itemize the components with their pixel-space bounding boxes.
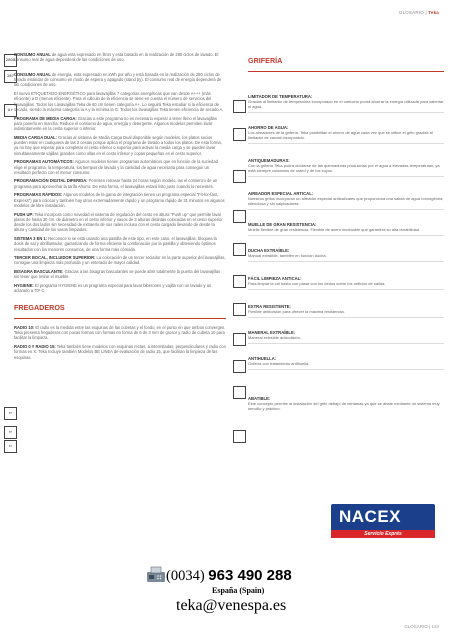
temperature-limiter-icon (233, 100, 246, 113)
anti-fingerprint-icon (233, 386, 246, 399)
radius-15-icon: rr (4, 440, 17, 453)
griferia-item: LIMITADOR DE TEMPERATURA: Gracias al limitador de temperatura incorporado en el cartucho podrá ahorrar la energía utilizada para calentar el agua. (248, 94, 444, 113)
paragraph: CONSUMO ANUAL de agua esta expresado en litros y esta basado en la realización de 280 ciclos de lavado. El consumo real de agua dependerá de las condiciones de uso. (14, 52, 219, 63)
feature-paragraph: PROGRAMA DE MEDIA CARGA: Gracias a este programa no es necesario esperar a tener lleno el lavavajillas para ponerlo en marcha. Reduce el consumo de agua, energía y detergente. Algunos modelos permiten lavar indistintamente en la cesta superior o inferior. (14, 115, 217, 132)
feature-paragraph: TERCER BOCAL, INCLUIDOR SUPERIOR: La colocación de un tercer rociador en la parte superior del lavavajillas, consigue una limpieza más profunda y un enterado de mayor calidad. (14, 255, 226, 266)
paragraph: CONSUMO ANUAL de energía, esta expresado en kWh por año y está basada en la realización de 280 ciclos de lavado estándar de consumo en modo de espera y apagado (stand by). El consumo real de energía dependerá de las condiciones de uso. (14, 71, 222, 88)
griferia-item: MUELLE DE GRAN RESISTENCIA: Muelle flexible de gran resistencia. Flexible de acero inoxidable que garantiza su alta durabilidad. (248, 222, 444, 236)
header-topic: Tekа (428, 10, 439, 15)
water-saving-icon (233, 128, 246, 141)
griferia-item: MANERAL EXTRAÍBLE: Maneral extraíble anticolisión. (248, 330, 444, 344)
fax-icon (146, 566, 166, 584)
aerator-icon (233, 210, 246, 223)
griferia-item: FÁCIL LIMPIEZA ANTICAL: Para limpiar la cal basta con pasar con los dedos sobre los orificios de salida. (248, 276, 444, 290)
energy-label-icon: A+ (4, 104, 17, 117)
section-divider (248, 71, 444, 72)
feature-paragraph: PROGRAMACIÓN DIGITAL DIFERIDA: Permiten retrasar hasta 24 horas según modelo, las el comienzo de un programa para aprovechar la tarifa Ahorro. De esta forma, el lavavajillas estará listo justo cuando lo necesites. (14, 178, 218, 189)
griferia-title: GRIFERÍA (248, 56, 283, 65)
feature-paragraph: PROGRAMAS AUTOMÁTICOS: Algunos modelos tienen programas automáticos que en función de la suciedad elige el programa, la temperatura, los tiempos de lavado y la cantidad de agua necesaria para conseguir un resultado perfecto con el menor consumo. (14, 159, 218, 175)
griferia-item: DUCHA EXTRAÍBLE: Manual extraíble, también en función ducha. (248, 248, 444, 262)
running-header (399, 10, 439, 15)
feature-paragraph: HYGIENE: El programa HYGIENE es un programa especial para lavar biberones y vajilla con un lavado y un aclarado a 70º C. (14, 282, 212, 294)
contact-country: España (Spain) (212, 586, 265, 595)
nacex-logo: NACEX Servicio Exprés (331, 504, 435, 538)
radius-0-icon: rr (4, 426, 17, 439)
contact-phone (166, 567, 292, 585)
foldable-icon (233, 430, 246, 443)
griferia-item: ABATIBLE: Este concepto permite la instalación del grifo debajo de ventanas ya que se abate mediante un sistema muy sencillo y práctico. (248, 396, 440, 411)
feature-paragraph: BISAGRA BASCULANTE: Gracias a las bisagras basculantes se puede abrir totalmente la puerta del lavavajillas sin tener que retirar el mueble. (14, 269, 221, 280)
page-footer: GLOSARIO | 133 (404, 624, 439, 629)
fregadero-paragraph: RADIO 10: El radio es la medida entre las esquinas de las cubetas y el fondo, en el punto en que ambos convergen. Teka presenta fregaderos con pocas formas con formas en forma de 6 de 3 mm de grosor y radio de cubeta 10 para facilitar la limpieza. (14, 324, 226, 341)
water-consumption-icon: 2800 (4, 54, 17, 67)
header-separator: | (425, 10, 427, 15)
griferia-item: EXTRA RESISTENTE: Flexible antitorsión para ofrecer la máxima resistencia. (248, 304, 444, 318)
anti-scald-icon (233, 170, 246, 183)
left-column (14, 52, 226, 363)
right-column (248, 56, 444, 417)
extra-resistant-icon (233, 333, 246, 346)
feature-paragraph: MEDIA CARGA DUAL: Gracias al sistema de Media Carga Dual disponible según modelos, los platos sucios pueden estar en cualquiera de las 2 cestas porque aplica el programa de lavado a todos los platos. De esta forma, ya no hay que esperar para completar el cesto inferior o superior para activar la media carga y se pueden lavar simultáneamente vajillas grandes como ollas en el cesto inferior y copas pequeñas en el cesto superior. (14, 134, 222, 156)
nacex-tagline: Servicio Exprés (331, 530, 435, 538)
fregadero-paragraph: RADIO 0 Y RADIO 15: Teka también tiene modelos con esquinas rectas, a intermitadas, perpendiculares y radio con formas en X. Teka Incluye también Modelos BE LINEA de evaluación de radio 15, que facilitan la limpieza de las esquinas. (14, 344, 226, 360)
phone-prefix: (0034) (166, 568, 205, 584)
removable-handle-icon (233, 360, 246, 373)
section-divider (14, 318, 226, 319)
feature-paragraph: PUSH UP: Teka incorpora como novedad el sistema de regulación del cesto en altura "Push up" que permite lavar platos de hasta 30 cm. de diámetro en el cesto inferior y vasos de 3 alturas distintas colocadas en el cesto superior desde los dos lados sin necesidad de extraerlo de sus railes incluso con el cesto cargado llevando de desde la altura y cantidad de los vasos limpiados. (14, 211, 223, 233)
energy-consumption-icon: 287 (4, 70, 17, 83)
fregaderos-title: FREGADEROS (14, 302, 65, 312)
pull-out-shower-icon (233, 275, 246, 288)
header-section: GLOSARIO (398, 10, 424, 15)
feature-paragraph: SISTEMA 3 EN 1: Reconoce si se está usando una pastilla de este tipo, en este caso, el lavavajillas, bloquea la dosis de sal y abrillantador, garantizando de forma eficiente la combinación por la pastilla y obteniendo óptimos resultados con los menores consumos, de una forma más cómoda. (14, 235, 217, 252)
radius-10-icon: rr (4, 407, 17, 420)
griferia-item: ANTIQUEMADURAS: Con la grifería Teka podrá olvidarse de las quemaduras producidas por el agua a elevadas temperaturas, ya está siempre cuidamos de usted y de los suyos. (248, 158, 444, 177)
page-number: 133 (431, 624, 439, 629)
easy-clean-icon (233, 303, 246, 316)
phone-number: 963 490 288 (208, 567, 292, 584)
paragraph: El nuevo ETIQUETADO ENERGÉTICO para lavavajillas 7 categorías energéticas que van desde A+++ (más eficiente) a D (menos eficiente). Para el cálculo de la eficiencia se tiene en cuenta el número de servicios del lavavajillas. Todos los Lavavajillas Teka de 60 cm tienen categoría A+. Lo seguirá Teka estudiar si la eficiencia de secado, siendo la máxima categoría la A y la mínima la G. Todos los lavavajillas Teka tienen eficiencia de secado A. (14, 91, 224, 112)
griferia-item: AHORRO DE AGUA: Los aireadores de la grifería. Teka posibilitan el ahorro de agua cada vez que se utilice el grifo gracias al limitador de caudal incorporado. (248, 125, 444, 144)
griferia-item: ANTIHUELLA: Grifería con tratamiento antihuella. (248, 356, 444, 370)
spring-icon (233, 243, 246, 256)
feature-paragraph: PROGRAMAS RÁPIDOS: Algunos modelos de la gama de integración tienen un programa especial "Fit-for-fast, Express") para colocar y también hay otros extremadamente rápido y un programa rápido de 31 minutos en algunos modelos de libre instalación. (14, 192, 225, 208)
contact-email[interactable]: teka@venespa.es (176, 597, 287, 614)
griferia-item: AIREADOR ESPECIAL ARTICAL: Nuestros grifos incorporan un aireador especial antical/cales que proporciona una salida de agua homogénea, silenciosa y sin salpicaduras. (248, 191, 444, 210)
